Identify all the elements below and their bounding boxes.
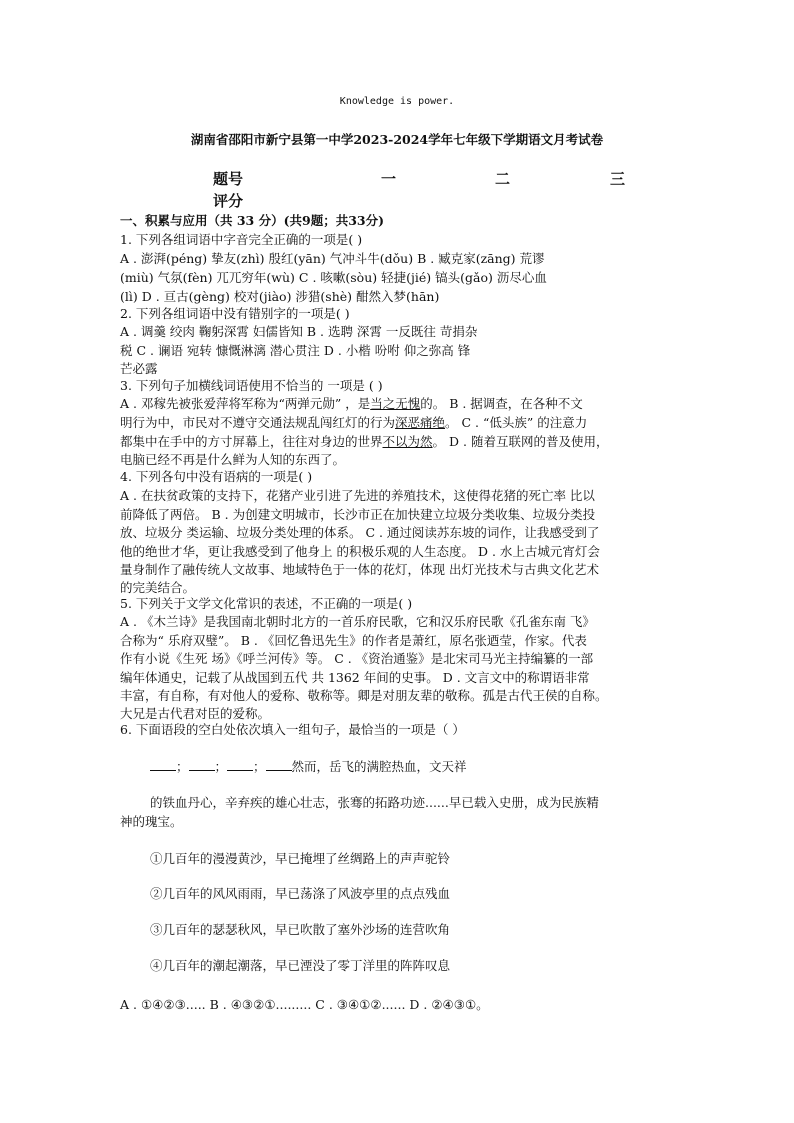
question-options: A . 在扶贫政策的支持下，花猪产业引进了先进的养殖技术，这使得花猪的死亡率 比以 <box>120 488 595 503</box>
question-options: 大兄是古代君对臣的爱称。 <box>120 706 271 721</box>
passage-line: 的铁血丹心，辛弃疾的雄心壮志，张骞的拓路功迹......早已载入史册，成为民族精 <box>150 795 599 810</box>
section-heading: 一、积累与应用（共 33 分）(共9题；共33分) <box>120 213 385 228</box>
question-options: A . 澎湃(péng) 挚友(zhì) 殷红(yān) 气冲斗牛(dǒu) B . 臧克家(zāng) 荒谬 <box>120 251 545 266</box>
sentence-option: ①几百年的漫漫黄沙，早已掩埋了丝绸路上的声声驼铃 <box>150 851 451 866</box>
question-options: 编年体通史，记载了从战国到五代 共 1362 年间的史事。 D . 文言文中的称谓语非常 <box>120 670 590 685</box>
question-options: A . 《木兰诗》是我国南北朝时北方的一首乐府民歌，它和汉乐府民歌《孔雀东南 飞》 <box>120 614 595 629</box>
question-options: 前降低了两倍。 B . 为创建文明城市，长沙市正在加快建立垃圾分类收集、垃圾分类投 <box>120 507 596 522</box>
passage-line: ； ； ； 然而，岳飞的满腔热血，文天祥 <box>150 757 467 775</box>
question-options: 丰富，有自称，有对他人的爱称、敬称等。卿是对朋友辈的敬称。孤是古代王侯的自称。 <box>120 688 608 703</box>
question-options: A . 邓稼先被张爱萍将军称为“两弹元勋” ，是当之无愧的。 B . 据调查，在各种不文 <box>120 396 583 411</box>
question-stem: 2. 下列各组词语中没有错别字的一项是( ) <box>120 306 350 321</box>
question-options: 电脑已经不再是什么鲜为人知的东西了。 <box>120 452 346 467</box>
passage-line: 神的瑰宝。 <box>120 814 183 829</box>
sentence-option: ②几百年的风风雨雨，早已荡涤了风波亭里的点点残血 <box>150 886 451 901</box>
score-table-col-2: 二 <box>495 170 511 188</box>
question-options: (miù) 气氛(fèn) 兀兀穷年(wù) C . 咳嗽(sòu) 轻捷(jié) 镐头(gǎo) 沥尽心血 <box>120 270 547 285</box>
score-table-label-score: 评分 <box>213 192 244 210</box>
underlined-phrase: 当之无愧 <box>370 396 421 411</box>
question-options: A . 调羹 绞肉 鞠躬深霄 妇儒皆知 B . 选聘 深霄 一反既往 苛捐杂 <box>120 324 478 339</box>
fill-blank[interactable] <box>266 758 292 771</box>
sentence-option: ③几百年的瑟瑟秋风，早已吹散了塞外沙场的连营吹角 <box>150 922 451 937</box>
question-stem: 4. 下列各句中没有语病的一项是( ) <box>120 469 313 484</box>
score-table-label-number: 题号 <box>213 170 244 188</box>
question-options: 量身制作了融传统人文故事、地域特色于一体的花灯，体现 出灯光技术与古典文化艺术 <box>120 562 599 577</box>
question-options: 芒必露 <box>120 361 158 376</box>
question-options: (lì) D . 亘古(gèng) 校对(jiào) 涉猎(shè) 酣然入梦(hān) <box>120 289 440 304</box>
underlined-phrase: 深恶痛绝 <box>395 415 446 430</box>
score-table-col-3: 三 <box>610 170 626 188</box>
question-options: 他的绝世才华，更让我感受到了他身上 的积极乐观的人生态度。 D . 水上古城元宵灯会 <box>120 544 600 559</box>
question-options: 都集中在手中的方寸屏幕上，往往对身边的世界不以为然。 D . 随着互联网的普及使用， <box>120 434 609 449</box>
question-options: 明行为中，市民对不遵守交通法规乱闯红灯的行为深恶痛绝。 C . “低头族” 的注意力 <box>120 415 588 430</box>
question-stem: 6. 下面语段的空白处依次填入一组句子，最恰当的一项是（ ） <box>120 722 465 737</box>
question-stem: 5. 下列关于文学文化常识的表述，不正确的一项是( ) <box>120 596 413 611</box>
fill-blank[interactable] <box>150 758 176 771</box>
question-options: 税 C . 谰语 宛转 慷慨淋漓 潜心贯注 D . 小楷 吩咐 仰之弥高 锋 <box>120 343 471 358</box>
score-table-col-1: 一 <box>381 170 397 188</box>
fill-blank[interactable] <box>227 758 253 771</box>
question-options: 放、垃圾分 类运输、垃圾分类处理的体系。 C . 通过阅读苏东坡的词作，让我感受到了 <box>120 525 600 540</box>
answer-choices: A . ①④②③..... B . ④③②①......... C . ③④①②...... D . ②④③①。 <box>120 997 489 1012</box>
question-options: 的完美结合。 <box>120 580 196 595</box>
question-stem: 3. 下列句子加横线词语使用不恰当的 一项是 ( ) <box>120 378 383 393</box>
question-options: 作有小说《生死 场》《呼兰河传》等。 C . 《资治通鉴》是北宋司马光主持编纂的一部 <box>120 651 594 666</box>
fill-blank[interactable] <box>189 758 215 771</box>
underlined-phrase: 不以为然 <box>382 434 433 449</box>
page-motto: Knowledge is power. <box>339 96 455 107</box>
question-options: 合称为“ 乐府双璧”。 B . 《回忆鲁迅先生》的作者是萧红，原名张迺莹，作家。代表 <box>120 633 587 648</box>
exam-title: 湖南省邵阳市新宁县第一中学2023-2024学年七年级下学期语文月考试卷 <box>190 132 604 147</box>
sentence-option: ④几百年的潮起潮落，早已湮没了零丁洋里的阵阵叹息 <box>150 958 451 973</box>
question-stem: 1. 下列各组词语中字音完全正确的一项是( ) <box>120 232 363 247</box>
